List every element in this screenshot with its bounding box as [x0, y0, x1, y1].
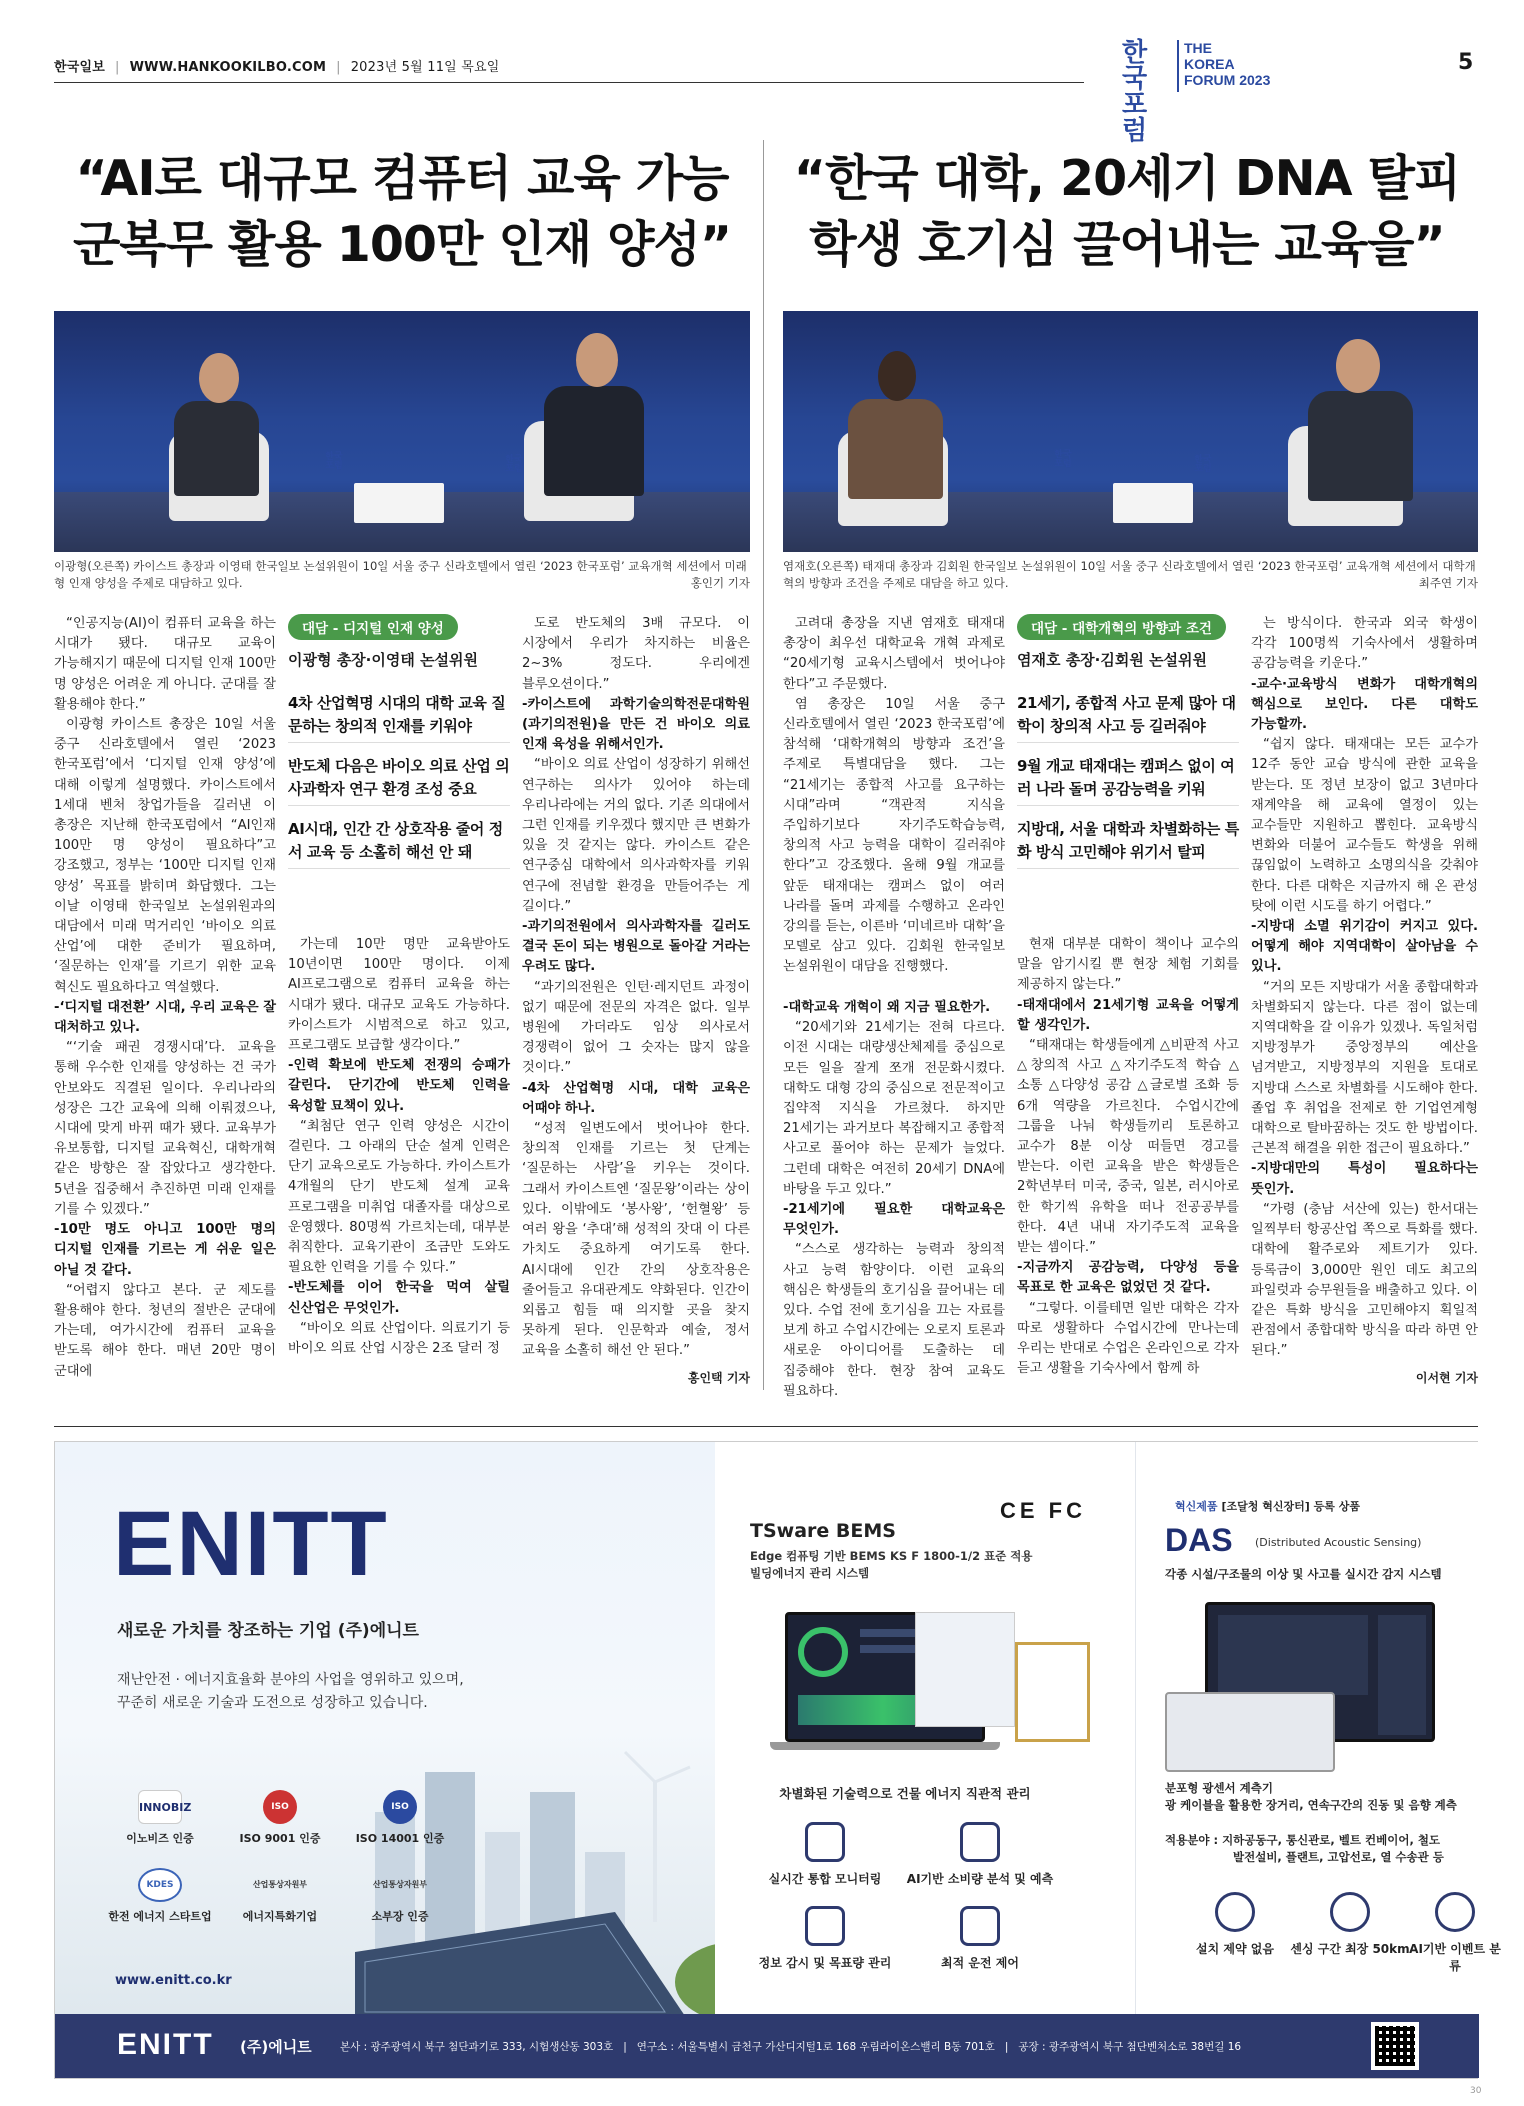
paragraph: 가는데 10만 명만 교육받아도 10년이면 100만 명이다. 이제 AI프로그램으로 컴퓨터 교육을 하는 시대가 됐다. 대규모 교육도 가능하다. 카이스트가 시범적으로 하고 있고, 프로그램도 보급할 생각이다.” — [288, 937, 510, 1054]
ad-left-panel — [55, 1442, 775, 2016]
ad-desc1: 재난안전 · 에너지효율화 분야의 사업을 영위하고 있으며, — [117, 1672, 464, 1688]
ad-tagline: 새로운 가치를 창조하는 기업 (주)에니트 — [117, 1621, 419, 1641]
ad-rule — [54, 1426, 1478, 1427]
cert-iso14001: ISO ISO 14001 인증 — [345, 1790, 455, 1846]
enitt-advertisement — [54, 1441, 1501, 2079]
right-sub1: 21세기, 종합적 사고 문제 많아 대학이 창의적 사고 등 길러줘야 — [1017, 692, 1239, 743]
left-photo-credit: 홍인기 기자 — [690, 576, 750, 590]
feat-target-management: 정보 감시 및 목표량 관리 — [755, 1906, 895, 1971]
right-subheads — [1017, 692, 1239, 869]
left-article-col1 — [54, 614, 276, 1414]
bems-desc2: 빌딩에너지 관리 시스템 — [750, 1566, 870, 1580]
innovation-badge: 혁신제품 [조달청 혁신장터] 등록 상품 — [1175, 1500, 1360, 1513]
paragraph: “쉽지 않다. 태재대는 모든 교수가 12주 동안 교습 방식에 관한 교육을 받는다. 또 정년 보장이 없고 3년마다 재계약을 해 교육에 열정이 있는 교수들만 지원하고 뽑힌다. 교육방식 변화와 더불어 교수들도 학생을 위해 끊임없이 노력하고 소명의식을 갖춰야 한다. 다른 대학은 지금까지 해 온 관성 탓에 이런 시도를 하기 어렵다.” — [1251, 737, 1478, 914]
interview-question: -4차 산업혁명 시대, 대학 교육은 어때야 하나. — [522, 1080, 750, 1116]
kdes-logo: KDES — [138, 1868, 182, 1902]
left-article-col3 — [522, 614, 750, 1389]
cert-innobiz: INNOBIZ 이노비즈 인증 — [105, 1790, 215, 1846]
paragraph: “과기의전원은 인턴·레지던트 과정이 없기 때문에 전문의 자격은 없다. 일부 병원에 가더라도 임상 의사로서 경쟁력이 없어 그 숫자는 많지 않을 것이다.” — [522, 979, 750, 1076]
interview-question: -태재대에서 21세기형 교육을 어떻게 할 생각인가. — [1017, 997, 1239, 1033]
ad-url[interactable]: www.enitt.co.kr — [115, 1973, 232, 1988]
paragraph: “그렇다. 이를테면 일반 대학은 각자 따로 생활하다 수업시간에 만나는데 우리는 반대로 수업은 온라인으로 각자 듣고 생활을 기숙사에서 함께 하 — [1017, 1300, 1239, 1377]
left-caption-text: 이광형(오른쪽) 카이스트 총장과 이영태 한국일보 논설위원이 10일 서울 중구 신라호텔에서 열린 ‘2023 한국포럼’ 교육개혁 세션에서 미래형 인재 양성을 주제로 대담하고 있다. — [54, 559, 747, 590]
left-headline-line1: “AI로 대규모 컴퓨터 교육 가능 — [75, 150, 729, 207]
left-subheads — [288, 692, 510, 869]
right-article-col1 — [783, 614, 1005, 975]
ad-desc2: 꾸준히 새로운 기술과 도전으로 성장하고 있습니다. — [117, 1695, 428, 1711]
right-sub3: 지방대, 서울 대학과 차별화하는 특화 방식 고민해야 위기서 탈피 — [1017, 818, 1239, 869]
logo-ko-1: 한국 — [1122, 38, 1148, 94]
right-byline: 이서현 기자 — [1415, 1371, 1478, 1385]
interview-question: -교수·교육방식 변화가 대학개혁의 핵심으로 보인다. 다른 대학도 가능할까. — [1251, 676, 1478, 733]
interview-question: -지방대만의 특성이 필요하다는 뜻인가. — [1251, 1161, 1478, 1197]
interview-question: -인력 확보에 반도체 전쟁의 승패가 갈린다. 단기간에 반도체 인력을 육성할 묘책이 있나. — [288, 1058, 510, 1114]
qr-code-icon[interactable] — [1371, 2022, 1419, 2070]
feat-ai-event: AI기반 이벤트 분류 — [1405, 1892, 1505, 1974]
right-names: 염재호 총장·김회원 논설위원 — [1017, 651, 1208, 669]
right-photo-credit: 최주연 기자 — [1418, 576, 1478, 590]
right-badge: 대담 - 대학개혁의 방향과 조건 — [1017, 614, 1226, 640]
ad-footer — [55, 2014, 1479, 2078]
paragraph: 도로 반도체의 3배 규모다. 이 시장에서 우리가 차지하는 비율은 2~3% 정도다. 우리에겐 블루오션이다.” — [522, 616, 750, 692]
forum-logo — [1122, 38, 1271, 146]
das-logo: DAS — [1165, 1522, 1233, 1558]
right-article-col1b — [783, 998, 1005, 1413]
interview-question: -지방대 소멸 위기감이 커지고 있다. 어떻게 해야 지역대학이 살아남을 수 있나. — [1251, 919, 1478, 975]
page-footer-number: 30 — [1470, 2086, 1482, 2096]
bems-desc1: Edge 컴퓨팅 기반 BEMS KS F 1800-1/2 표준 적용 — [750, 1549, 1033, 1563]
left-byline: 홍인택 기자 — [687, 1371, 750, 1385]
paragraph: “바이오 의료 산업이다. 의료기기 등 바이오 의료 산업 시장은 2조 달러 정 — [288, 1320, 510, 1357]
interview-question: -반도체를 이어 한국을 먹여 살릴 신산업은 무엇인가. — [288, 1280, 510, 1316]
cert-iso9001: ISO ISO 9001 인증 — [225, 1790, 335, 1846]
bems-monitor — [915, 1612, 1015, 1727]
ad-description — [117, 1669, 464, 1715]
das-mid2: 광 케이블을 활용한 장거리, 연속구간의 진동 및 음향 계측 — [1165, 1798, 1457, 1812]
paragraph: “어렵지 않다고 본다. 군 제도를 활용해야 한다. 청년의 절반은 군대에 가는데, 여가시간에 컴퓨터 교육을 받도록 해야 한다. 매년 20만 명이 군대에 — [54, 1282, 276, 1379]
paragraph: 현재 대부분 대학이 책이나 교수의 말을 암기시킬 뿐 현장 체험 기회를 제공하지 않는다.” — [1017, 937, 1239, 993]
apply-label: 적용분야 : — [1165, 1833, 1219, 1847]
paragraph: “태재대는 학생들에게 △비판적 사고 △창의적 사고 △자기주도적 학습 △소통 △다양성 공감 △글로벌 조화 등 6개 역량을 가르친다. 수업시간에 그룹을 나눠 학생들끼리 토론하고 교수가 8분 이상 떠들면 경고를 받는다. 이런 교육을 받은 학생들은 2학년부터 미국, 중국, 일본, 러시아로 한 학기씩 유학을 떠나 전공공부를 한다. 4년 내내 자기주도적 교육을 받는 셈이다.” — [1017, 1038, 1239, 1256]
paragraph: 고려대 총장을 지낸 염재호 태재대 총장이 최우선 대학교육 개혁 과제로 “20세기형 교육시스템에서 벗어나야 한다”고 주문했다. — [783, 616, 1005, 692]
left-headline-line2: 군복무 활용 100만 인재 양성” — [72, 216, 732, 273]
apply-line2: 발전설비, 플랜트, 고압선로, 열 수송관 등 — [1233, 1850, 1444, 1864]
das-mid — [1165, 1780, 1457, 1814]
right-sub2: 9월 개교 태재대는 캠퍼스 없이 여러 나라 돌며 공감능력을 키워 — [1017, 755, 1239, 806]
right-article-col3 — [1251, 614, 1478, 1389]
interview-question: -21세기에 필요한 대학교육은 무엇인가. — [783, 1202, 1005, 1238]
right-interview-box — [1017, 614, 1239, 881]
left-headline — [54, 146, 750, 278]
header-rule — [54, 82, 1084, 83]
interview-question: -카이스트에 과학기술의학전문대학원(과기의전원)을 만든 건 바이오 의료 인재 육성을 위해서인가. — [522, 696, 750, 753]
feat-sensing-range: 센싱 구간 최장 50km — [1290, 1892, 1410, 1957]
feat-optimal-control: 최적 운전 제어 — [910, 1906, 1050, 1971]
site-url[interactable]: WWW.HANKOOKILBO.COM — [129, 60, 327, 75]
right-headline-line2: 학생 호기심 끌어내는 교육을” — [809, 216, 1445, 273]
feat-monitoring: 실시간 통합 모니터링 — [755, 1822, 895, 1887]
right-headline — [776, 146, 1478, 278]
das-desc: 각종 시설/구조물의 이상 및 사고를 실시간 감지 시스템 — [1165, 1567, 1442, 1581]
motie-logo-2: 산업통상자원부 — [372, 1880, 428, 1889]
paragraph: “‘기술 패권 경쟁시대’다. 교육을 통해 우수한 인재를 양성하는 건 국가 안보와도 직결된 일이다. 우리나라의 성장은 그간 교육에 의해 이뤄졌으나, 시대에 맞게 바뀌 때가 됐다. 교육부가 유보통합, 디지털 교육혁신, 대학개혁 같은 방향은 잘 잡았다고 생각한다. 5년을 집중해서 추진하면 미래 인재를 기를 수 있겠다.” — [54, 1040, 276, 1217]
paragraph: “가령 (충남 서산에 있는) 한서대는 일찍부터 항공산업 쪽으로 특화를 했다. 대학에 활주로와 제트기가 있다. 등록금이 3,000만 원인 데도 최고의 파일럿과 승무원들을 배출하고 있다. 이 같은 특화 방식을 고민해야지 획일적 관점에서 종합대학 방식을 따라 하면 안 된다.” — [1251, 1201, 1478, 1359]
right-photo: 한국 포럼 한국 포럼 — [783, 311, 1478, 552]
iso14001-logo: ISO — [383, 1790, 417, 1824]
paragraph: “거의 모든 지방대가 서울 종합대학과 차별화되지 않는다. 다른 점이 없는데 지역대학을 갈 이유가 있겠나. 독일처럼 지방정부가 중앙정부의 예산을 넘겨받고, 지방정부의 지원을 토대로 지방대 스스로 차별화를 시도해야 한다. 졸업 후 취업을 전제로 한 기업연계형 대학으로 탈바꿈하는 것도 한 방법이다. 근본적 해결을 위한 접근이 필요하다.” — [1251, 979, 1478, 1157]
enitt-logo: ENITT — [113, 1493, 389, 1595]
das-mid1: 분포형 광센서 계측기 — [1165, 1781, 1273, 1795]
page-number: 5 — [1458, 50, 1474, 75]
interview-question: -10만 명도 아니고 100만 명의 디지털 인재를 기르는 게 쉬운 일은 아닐 것 같다. — [54, 1222, 276, 1278]
logo-en-3: FORUM 2023 — [1184, 72, 1271, 88]
interview-question: -과기의전원에서 의사과학자를 길러도 결국 돈이 되는 병원으로 돌아갈 거라는 우려도 많다. — [522, 919, 750, 975]
iso9001-logo: ISO — [263, 1790, 297, 1824]
cert-energy: 산업통상자원부 에너지특화기업 — [225, 1868, 335, 1924]
left-badge: 대담 - 디지털 인재 양성 — [288, 614, 458, 640]
paragraph: “스스로 생각하는 능력과 창의적 사고 능력 함양이다. 이런 교육의 핵심은 학생들의 호기심을 끌어내는 데 있다. 수업 전에 호기심을 끄는 자료를 보게 하고 수업시간에는 오로지 토론과 새로운 아이디어를 도출하는 데 집중해야 한다. 현장 참여 교육도 필요하다. — [783, 1242, 1005, 1399]
paragraph: “바이오 의료 산업이 성장하기 위해선 연구하는 의사가 있어야 하는데 우리나라에는 거의 없다. 기존 의대에서 그런 인재를 키우겠다 했지만 큰 변화가 있을 것 같지는 않다. 카이스트 같은 연구중심 대학에서 의사과학자를 키워 연구에 전념할 환경을 만들어주는 게 길이다.” — [522, 757, 750, 914]
paragraph: 는 방식이다. 한국과 외국 학생이 각각 100명씩 기숙사에서 생활하며 공감능력을 키운다.” — [1251, 616, 1478, 672]
bems-title: TSware BEMS — [750, 1520, 896, 1542]
footer-company: (주)에니트 — [240, 2038, 312, 2056]
paper-name: 한국일보 — [54, 60, 106, 75]
left-sub2: 반도체 다음은 바이오 의료 산업 의사과학자 연구 환경 조성 중요 — [288, 755, 510, 806]
das-fullname: (Distributed Acoustic Sensing) — [1255, 1536, 1422, 1549]
right-caption — [783, 558, 1478, 592]
left-interview-box — [288, 614, 510, 881]
das-hardware — [1165, 1692, 1335, 1772]
interview-question: -지금까지 공감능력, 다양성 등을 목표로 한 교육은 없었던 것 같다. — [1017, 1260, 1239, 1296]
masthead: 한국일보 | WWW.HANKOOKILBO.COM | 2023년 5월 11일 목요일 — [54, 56, 500, 75]
innobiz-logo: INNOBIZ — [138, 1790, 182, 1824]
feat-no-install-limit: 설치 제약 없음 — [1185, 1892, 1285, 1957]
motie-logo-1: 산업통상자원부 — [252, 1880, 308, 1889]
right-headline-line1: “한국 대학, 20세기 DNA 탈피 — [793, 150, 1461, 207]
paragraph: “인공지능(AI)이 컴퓨터 교육을 하는 시대가 됐다. 대규모 교육이 가능해지기 때문에 디지털 인재 100만 명 양성은 어려운 게 아니다. 군대를 잘 활용해야 한다.” — [54, 616, 276, 712]
cert-kepco: KDES 한전 에너지 스타트업 — [105, 1868, 215, 1924]
paragraph: “성적 일변도에서 벗어나야 한다. 창의적 인재를 기르는 첫 단계는 ‘질문하는 사람’을 키우는 것이다. 그래서 카이스트엔 ‘질문왕’이라는 상이 있다. 이밖에도 ‘봉사왕’, ‘헌혈왕’ 등 여러 왕을 ‘추대’해 성적의 잣대 이 다른 가치도 중요하게 여기도록 한다. AI시대에 인간 간의 상호작용은 줄어들고 유대관계도 약화된다. 인간이 외롭고 힘들 때 의지할 곳을 찾지 못하게 된다. 인문학과 예술, 정서 교육을 소홀히 해선 안 된다.” — [522, 1121, 750, 1359]
paragraph: 이광형 카이스트 총장은 10일 서울 중구 신라호텔에서 열린 ‘2023 한국포럼’에서 ‘디지털 인재 양성’에 대해 이렇게 설명했다. 카이스트에서 1세대 벤처 창업가들을 길러낸 이 총장은 지난해 한국포럼에서 “AI인재 100만 명 양성이 필요하다”고 강조했고, 정부는 ‘100만 디지털 인재 양성’ 목표를 밝히며 화답했다. 그는 이날 이영태 한국일보 논설위원과의 대담에서 미래 먹거리인 ‘바이오 의료 산업’에 대한 준비가 필요하며, ‘질문하는 인재’를 기르기 위한 교육 혁신도 필요하다고 역설했다. — [54, 717, 276, 995]
cert-sobujang: 산업통상자원부 소부장 인증 — [345, 1868, 455, 1924]
right-caption-text: 염재호(오른쪽) 태재대 총장과 김회원 한국일보 논설위원이 10일 서울 중구 신라호텔에서 열린 ‘2023 한국포럼’ 교육개혁 세션에서 대학개혁의 방향과 조건을 주제로 대담을 하고 있다. — [783, 559, 1476, 590]
paragraph: 염 총장은 10일 서울 중구 신라호텔에서 열린 ‘2023 한국포럼’에 참석해 ‘대학개혁의 방향과 조건’을 주제로 특별대담을 했다. 그는 “21세기는 종합적 사고를 요구하는 시대”라며 “객관적 지식을 주입하기보다 자기주도학습능력, 창의적 사고 능력을 대학이 길러줘야 한다”고 강조했다. 올해 9월 개교를 앞둔 태재대는 캠퍼스 없이 여러 나라를 돌며 과제를 수행하고 온라인 강의를 듣는, 이른바 ‘미네르바 대학’을 모델로 삼고 있다. 김회원 한국일보 논설위원이 대담을 진행했다. — [783, 696, 1005, 975]
logo-ko-2: 포럼 — [1122, 90, 1148, 146]
interview-question: -대학교육 개혁이 왜 지금 필요한가. — [783, 1000, 991, 1015]
das-apply — [1165, 1832, 1444, 1866]
paragraph: “최첨단 연구 인력 양성은 시간이 걸린다. 그 아래의 단순 설계 인력은 단기 교육으로도 가능하다. 카이스트가 4개월의 단기 반도체 설계 교육 프로그램을 미취업 대졸자를 대상으로 운영했다. 80명씩 가르치는데, 대부분 취직한다. 교육기관이 조금만 도와도 필요한 인력을 기를 수 있다.” — [288, 1118, 510, 1276]
footer-logo: ENITT — [117, 2028, 214, 2061]
right-article-col2 — [1017, 935, 1239, 1415]
footer-address: 본사 : 광주광역시 북구 첨단과기로 333, 시험생산동 303호 | 연구소 : 서울특별시 금천구 가산디지털1로 168 우림라이온스밸리 B동 701호 | 공장 : 광주광역시 북구 첨단벤처소로 38번길 16 — [340, 2041, 1242, 2053]
ad-right-panel — [715, 1442, 1501, 2016]
paragraph: “20세기와 21세기는 전혀 다르다. 이전 시대는 대량생산체제를 중심으로 모든 일을 잘게 쪼개 전문화시켰다. 대학도 대형 강의 중심으로 전문적이고 집약적 지식을 가르쳤다. 하지만 21세기는 과거보다 복잡해지고 종합적 사고로 풀어야 하는 문제가 늘었다. 그런데 대학은 여전히 20세기 DNA에 바탕을 두고 있다.” — [783, 1020, 1005, 1197]
interview-question: -‘디지털 대전환’ 시대, 우리 교육은 잘 대처하고 있나. — [54, 999, 276, 1036]
ce-fc-marks: CE FC — [1000, 1498, 1086, 1523]
left-caption — [54, 558, 750, 592]
bems-desc — [750, 1548, 1033, 1582]
logo-en-2: KOREA — [1184, 56, 1235, 72]
left-photo: 한국 포럼 한국 포럼 — [54, 311, 750, 552]
issue-date: 2023년 5월 11일 목요일 — [350, 60, 500, 75]
left-article-col2 — [288, 935, 510, 1415]
left-names: 이광형 총장·이영태 논설위원 — [288, 651, 479, 669]
bems-headline: 차별화된 기술력으로 건물 에너지 직관적 관리 — [779, 1786, 1031, 1801]
left-sub3: AI시대, 인간 간 상호작용 줄어 정서 교육 등 소홀히 해선 안 돼 — [288, 818, 510, 869]
logo-en-1: THE — [1184, 40, 1212, 56]
column-divider — [763, 140, 764, 1390]
certificate-frame — [1015, 1642, 1090, 1742]
feat-ai-analysis: AI기반 소비량 분석 및 예측 — [895, 1822, 1065, 1887]
apply-line1: 지하공동구, 통신관로, 벨트 컨베이어, 철도 — [1222, 1833, 1441, 1847]
left-sub1: 4차 산업혁명 시대의 대학 교육 질문하는 창의적 인재를 키워야 — [288, 692, 510, 743]
